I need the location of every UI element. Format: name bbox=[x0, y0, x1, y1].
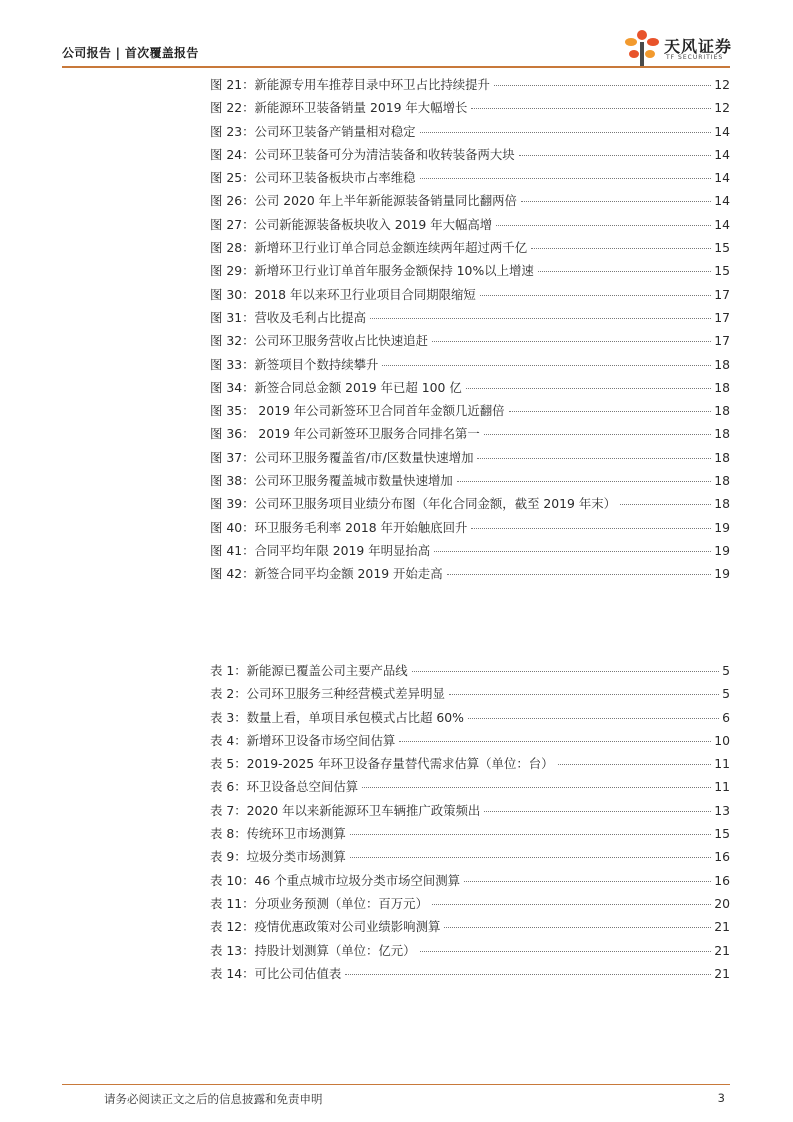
dot-leader bbox=[350, 856, 711, 858]
table-index-entry[interactable] bbox=[210, 801, 730, 824]
toc-entry-page: 12 bbox=[714, 100, 730, 116]
dot-leader bbox=[509, 410, 712, 412]
dot-leader bbox=[370, 317, 711, 319]
toc-entry-label: 图 33：新签项目个数持续攀升 bbox=[210, 356, 379, 372]
footer-divider bbox=[62, 1084, 730, 1085]
toc-entry-label: 表 11：分项业务预测（单位：百万元） bbox=[210, 895, 428, 911]
toc-entry-label: 图 35： 2019 年公司新签环卫合同首年金额几近翻倍 bbox=[210, 403, 505, 419]
dot-leader bbox=[477, 457, 711, 459]
logo-english-name: TF SECURITIES bbox=[666, 54, 724, 61]
table-index-entry[interactable] bbox=[210, 684, 730, 707]
table-index-entry[interactable] bbox=[210, 754, 730, 777]
toc-entry-page: 12 bbox=[714, 77, 730, 92]
toc-entry-label: 表 14：可比公司估值表 bbox=[210, 965, 342, 981]
toc-entry-page: 5 bbox=[722, 686, 730, 702]
dot-leader bbox=[484, 810, 711, 812]
page-number: 3 bbox=[717, 1091, 725, 1105]
dot-leader bbox=[432, 340, 711, 342]
toc-entry-page: 21 bbox=[714, 919, 730, 935]
toc-entry-label: 表 2：公司环卫服务三种经营模式差异明显 bbox=[210, 686, 445, 702]
dot-leader bbox=[521, 200, 711, 202]
table-index-entry[interactable] bbox=[210, 731, 730, 754]
dot-leader bbox=[466, 387, 711, 389]
figure-index-entry[interactable] bbox=[210, 285, 730, 308]
figure-index-entry[interactable] bbox=[210, 331, 730, 354]
figure-index-entry[interactable] bbox=[210, 98, 730, 121]
logo-chinese-name: 天风证券 bbox=[664, 37, 733, 56]
dot-leader bbox=[558, 763, 712, 765]
toc-entry-label: 图 39：公司环卫服务项目业绩分布图（年化合同金额，截至 2019 年末） bbox=[210, 496, 617, 512]
dot-leader bbox=[447, 573, 712, 575]
figure-index-entry[interactable] bbox=[210, 424, 730, 447]
table-index-entry[interactable] bbox=[210, 824, 730, 847]
dot-leader bbox=[484, 433, 711, 435]
dot-leader bbox=[420, 177, 712, 179]
dot-leader bbox=[345, 973, 711, 975]
disclaimer-note: 请务必阅读正文之后的信息披露和免责申明 bbox=[104, 1092, 323, 1106]
dot-leader bbox=[432, 903, 711, 905]
toc-entry-page: 10 bbox=[714, 732, 730, 748]
toc-entry-page: 19 bbox=[714, 542, 730, 558]
figure-index-entry[interactable] bbox=[210, 564, 730, 587]
figure-index-entry[interactable] bbox=[210, 355, 730, 378]
toc-entry-page: 17 bbox=[714, 309, 730, 325]
figure-index-entry[interactable] bbox=[210, 238, 730, 261]
figure-index-entry[interactable] bbox=[210, 541, 730, 564]
dot-leader bbox=[412, 670, 719, 672]
figure-index-entry[interactable] bbox=[210, 471, 730, 494]
toc-entry-label: 图 36： 2019 年公司新签环卫服务合同排名第一 bbox=[210, 426, 480, 442]
figure-index-entry[interactable] bbox=[210, 191, 730, 214]
toc-entry-label: 表 13：持股计划测算（单位：亿元） bbox=[210, 942, 416, 958]
dot-leader bbox=[464, 880, 711, 882]
company-logo bbox=[622, 26, 734, 68]
toc-entry-page: 15 bbox=[714, 263, 730, 279]
toc-entry-page: 21 bbox=[714, 942, 730, 958]
toc-entry-label: 表 6：环卫设备总空间估算 bbox=[210, 779, 359, 795]
toc-entry-page: 20 bbox=[714, 895, 730, 911]
figure-index-entry[interactable] bbox=[210, 75, 730, 98]
toc-entry-page: 15 bbox=[714, 826, 730, 842]
toc-entry-page: 13 bbox=[714, 802, 730, 818]
dot-leader bbox=[519, 154, 712, 156]
table-index-entry[interactable] bbox=[210, 871, 730, 894]
toc-entry-label: 图 25：公司环卫装备板块市占率维稳 bbox=[210, 170, 416, 186]
toc-entry-label: 表 8：传统环卫市场测算 bbox=[210, 826, 346, 842]
toc-entry-page: 21 bbox=[714, 965, 730, 981]
toc-entry-label: 图 29：新增环卫行业订单首年服务金额保持 10%以上增速 bbox=[210, 263, 534, 279]
dot-leader bbox=[471, 527, 711, 529]
toc-entry-page: 14 bbox=[714, 170, 730, 186]
toc-entry-label: 表 9：垃圾分类市场测算 bbox=[210, 849, 346, 865]
figure-index-list bbox=[210, 75, 730, 588]
dot-leader bbox=[480, 294, 711, 296]
toc-entry-label: 图 30：2018 年以来环卫行业项目合同期限缩短 bbox=[210, 286, 476, 302]
dot-leader bbox=[420, 950, 712, 952]
toc-entry-page: 15 bbox=[714, 240, 730, 256]
dot-leader bbox=[434, 550, 711, 552]
dot-leader bbox=[538, 270, 711, 272]
logo-mark-icon bbox=[622, 28, 662, 68]
toc-entry-page: 11 bbox=[714, 779, 730, 795]
toc-entry-page: 18 bbox=[714, 449, 730, 465]
dot-leader bbox=[531, 247, 711, 249]
table-index-entry[interactable] bbox=[210, 894, 730, 917]
toc-entry-page: 18 bbox=[714, 473, 730, 489]
toc-entry-label: 图 21：新能源专用车推荐目录中环卫占比持续提升 bbox=[210, 77, 490, 92]
toc-entry-page: 16 bbox=[714, 872, 730, 888]
dot-leader bbox=[449, 693, 719, 695]
toc-entry-page: 11 bbox=[714, 756, 730, 772]
header-divider bbox=[62, 66, 730, 68]
report-header-title: 公司报告 | 首次覆盖报告 bbox=[62, 46, 199, 60]
table-index-entry[interactable] bbox=[210, 777, 730, 800]
toc-entry-page: 19 bbox=[714, 566, 730, 582]
toc-entry-label: 图 40：环卫服务毛利率 2018 年开始触底回升 bbox=[210, 519, 468, 535]
table-index-list bbox=[210, 661, 730, 987]
table-index-entry[interactable] bbox=[210, 661, 730, 684]
figure-index-entry[interactable] bbox=[210, 261, 730, 284]
toc-entry-page: 17 bbox=[714, 333, 730, 349]
toc-entry-page: 18 bbox=[714, 379, 730, 395]
toc-entry-page: 14 bbox=[714, 193, 730, 209]
figure-index-entry[interactable] bbox=[210, 518, 730, 541]
toc-entry-label: 表 7：2020 年以来新能源环卫车辆推广政策频出 bbox=[210, 802, 481, 818]
toc-entry-page: 18 bbox=[714, 403, 730, 419]
toc-entry-page: 14 bbox=[714, 123, 730, 139]
table-index-entry[interactable] bbox=[210, 964, 730, 987]
dot-leader bbox=[350, 833, 711, 835]
toc-entry-label: 表 3：数量上看，单项目承包模式占比超 60% bbox=[210, 709, 464, 725]
figure-index-entry[interactable] bbox=[210, 494, 730, 517]
toc-entry-label: 表 4：新增环卫设备市场空间估算 bbox=[210, 732, 396, 748]
table-index-entry[interactable] bbox=[210, 708, 730, 731]
toc-entry-page: 19 bbox=[714, 519, 730, 535]
toc-entry-page: 14 bbox=[714, 216, 730, 232]
toc-entry-label: 图 22：新能源环卫装备销量 2019 年大幅增长 bbox=[210, 100, 468, 116]
toc-entry-label: 图 32：公司环卫服务营收占比快速追赶 bbox=[210, 333, 428, 349]
toc-entry-label: 图 24：公司环卫装备可分为清洁装备和收转装备两大块 bbox=[210, 146, 515, 162]
toc-entry-label: 图 41：合同平均年限 2019 年明显抬高 bbox=[210, 542, 431, 558]
toc-entry-label: 表 1：新能源已覆盖公司主要产品线 bbox=[210, 663, 408, 678]
figure-index-entry[interactable] bbox=[210, 168, 730, 191]
figure-index-entry[interactable] bbox=[210, 378, 730, 401]
toc-entry-page: 17 bbox=[714, 286, 730, 302]
dot-leader bbox=[494, 84, 711, 86]
table-index-entry[interactable] bbox=[210, 941, 730, 964]
toc-entry-page: 18 bbox=[714, 426, 730, 442]
figure-index-entry[interactable] bbox=[210, 145, 730, 168]
dot-leader bbox=[382, 364, 711, 366]
toc-entry-label: 表 5：2019-2025 年环卫设备存量替代需求估算（单位：台） bbox=[210, 756, 554, 772]
toc-entry-label: 图 37：公司环卫服务覆盖省/市/区数量快速增加 bbox=[210, 449, 474, 465]
dot-leader bbox=[496, 224, 711, 226]
figure-index-entry[interactable] bbox=[210, 308, 730, 331]
figure-index-entry[interactable] bbox=[210, 122, 730, 145]
toc-entry-page: 18 bbox=[714, 496, 730, 512]
toc-entry-page: 6 bbox=[722, 709, 730, 725]
dot-leader bbox=[620, 503, 711, 505]
dot-leader bbox=[444, 926, 711, 928]
toc-entry-label: 图 38：公司环卫服务覆盖城市数量快速增加 bbox=[210, 473, 453, 489]
toc-entry-page: 18 bbox=[714, 356, 730, 372]
table-index-entry[interactable] bbox=[210, 847, 730, 870]
toc-entry-label: 表 10：46 个重点城市垃圾分类市场空间测算 bbox=[210, 872, 461, 888]
table-index-entry[interactable] bbox=[210, 917, 730, 940]
toc-entry-label: 图 27：公司新能源装备板块收入 2019 年大幅高增 bbox=[210, 216, 493, 232]
toc-entry-page: 5 bbox=[722, 663, 730, 678]
toc-entry-label: 图 42：新签合同平均金额 2019 开始走高 bbox=[210, 566, 443, 582]
dot-leader bbox=[468, 717, 719, 719]
toc-entry-label: 图 23：公司环卫装备产销量相对稳定 bbox=[210, 123, 416, 139]
figure-index-entry[interactable] bbox=[210, 215, 730, 238]
toc-entry-label: 图 31：营收及毛利占比提高 bbox=[210, 309, 367, 325]
toc-entry-label: 表 12：疫情优惠政策对公司业绩影响测算 bbox=[210, 919, 441, 935]
dot-leader bbox=[399, 740, 711, 742]
toc-entry-label: 图 28：新增环卫行业订单合同总金额连续两年超过两千亿 bbox=[210, 240, 528, 256]
figure-index-entry[interactable] bbox=[210, 448, 730, 471]
toc-entry-page: 14 bbox=[714, 146, 730, 162]
figure-index-entry[interactable] bbox=[210, 401, 730, 424]
toc-entry-page: 16 bbox=[714, 849, 730, 865]
dot-leader bbox=[420, 131, 712, 133]
toc-entry-label: 图 26：公司 2020 年上半年新能源装备销量同比翻两倍 bbox=[210, 193, 517, 209]
dot-leader bbox=[362, 786, 711, 788]
dot-leader bbox=[457, 480, 711, 482]
toc-entry-label: 图 34：新签合同总金额 2019 年已超 100 亿 bbox=[210, 379, 462, 395]
dot-leader bbox=[471, 107, 711, 109]
